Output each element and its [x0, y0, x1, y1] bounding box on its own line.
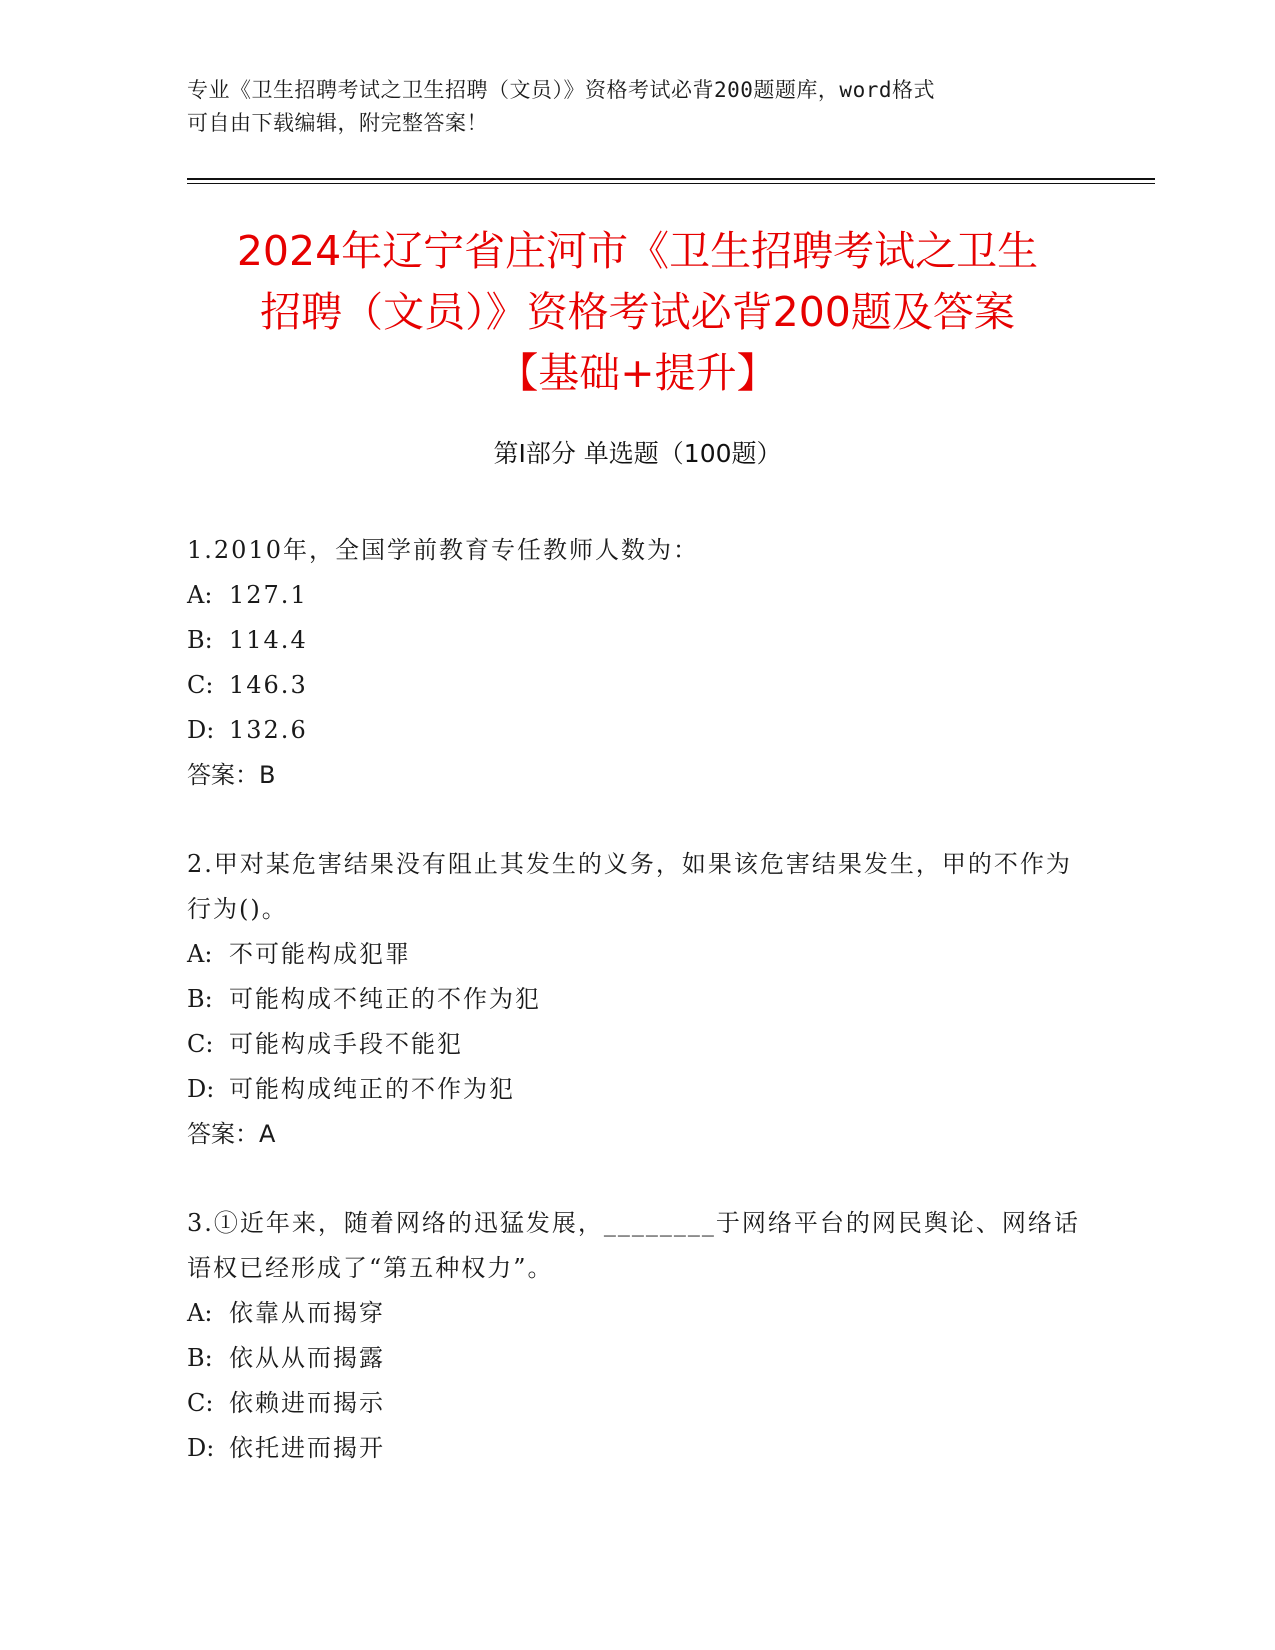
option-key: B: [187, 1344, 213, 1372]
option-a [187, 1291, 1087, 1336]
option-c [187, 1022, 1087, 1067]
question-number: 3. [187, 1209, 214, 1237]
option-text: 114.4 [229, 626, 308, 654]
option-text: 132.6 [229, 716, 308, 744]
option-text: 依靠从而揭穿 [229, 1299, 385, 1327]
title-line: 2024年辽宁省庄河市《卫生招聘考试之卫生 [236, 227, 1039, 275]
option-key: D: [187, 716, 215, 744]
question-stem: ①近年来，随着网络的迅猛发展，________于网络平台的网民舆论、网络话语权已经形成了“第五种权力”。 [187, 1209, 1080, 1282]
question-number: 1. [187, 536, 214, 564]
option-d [187, 708, 1087, 753]
option-c [187, 663, 1087, 708]
option-d [187, 1067, 1087, 1112]
header-note [187, 74, 1067, 140]
question-stem: 2010年，全国学前教育专任教师人数为： [213, 536, 699, 564]
option-key: C: [187, 1030, 214, 1058]
option-b [187, 977, 1087, 1022]
option-key: A: [187, 1299, 213, 1327]
section-heading: 第I部分 单选题（100题） [493, 439, 782, 468]
question-stem: 甲对某危害结果没有阻止其发生的义务，如果该危害结果发生，甲的不作为行为()。 [187, 850, 1072, 923]
header-note-line: 专业《卫生招聘考试之卫生招聘（文员）》资格考试必背200题题库，word格式 [187, 78, 935, 102]
option-key: A: [187, 581, 213, 609]
option-d [187, 1426, 1087, 1471]
option-text: 依赖进而揭示 [229, 1389, 385, 1417]
option-text: 依托进而揭开 [229, 1434, 385, 1462]
question-text [187, 528, 1087, 573]
option-key: D: [187, 1075, 215, 1103]
option-key: D: [187, 1434, 215, 1462]
answer-label: 答案： [187, 761, 259, 789]
option-c [187, 1381, 1087, 1426]
question-text [187, 842, 1087, 932]
question-number: 2. [187, 850, 214, 878]
option-text: 127.1 [229, 581, 308, 609]
option-b [187, 1336, 1087, 1381]
title-line: 招聘（文员）》资格考试必背200题及答案 [260, 288, 1015, 336]
option-text: 146.3 [229, 671, 308, 699]
option-a [187, 932, 1087, 977]
question-item [187, 528, 1087, 798]
answer-value: B [259, 761, 276, 789]
question-text [187, 1201, 1087, 1291]
option-text: 可能构成不纯正的不作为犯 [229, 985, 541, 1013]
title-line: 【基础+提升】 [497, 349, 778, 397]
header-note-line: 可自由下载编辑，附完整答案！ [187, 111, 488, 135]
answer-value: A [259, 1120, 276, 1148]
option-text: 依从从而揭露 [229, 1344, 385, 1372]
header-divider-thin [187, 183, 1155, 184]
option-key: C: [187, 1389, 214, 1417]
question-list [187, 528, 1087, 1515]
option-key: A: [187, 940, 213, 968]
header-divider [187, 178, 1155, 180]
question-item [187, 842, 1087, 1157]
answer-line [187, 753, 1087, 798]
answer-label: 答案： [187, 1120, 259, 1148]
answer-line [187, 1112, 1087, 1157]
option-b [187, 618, 1087, 663]
option-key: B: [187, 626, 213, 654]
document-title [150, 221, 1125, 404]
option-text: 不可能构成犯罪 [229, 940, 411, 968]
option-key: B: [187, 985, 213, 1013]
question-item [187, 1201, 1087, 1471]
option-text: 可能构成纯正的不作为犯 [229, 1075, 515, 1103]
option-text: 可能构成手段不能犯 [229, 1030, 463, 1058]
option-key: C: [187, 671, 214, 699]
option-a [187, 573, 1087, 618]
